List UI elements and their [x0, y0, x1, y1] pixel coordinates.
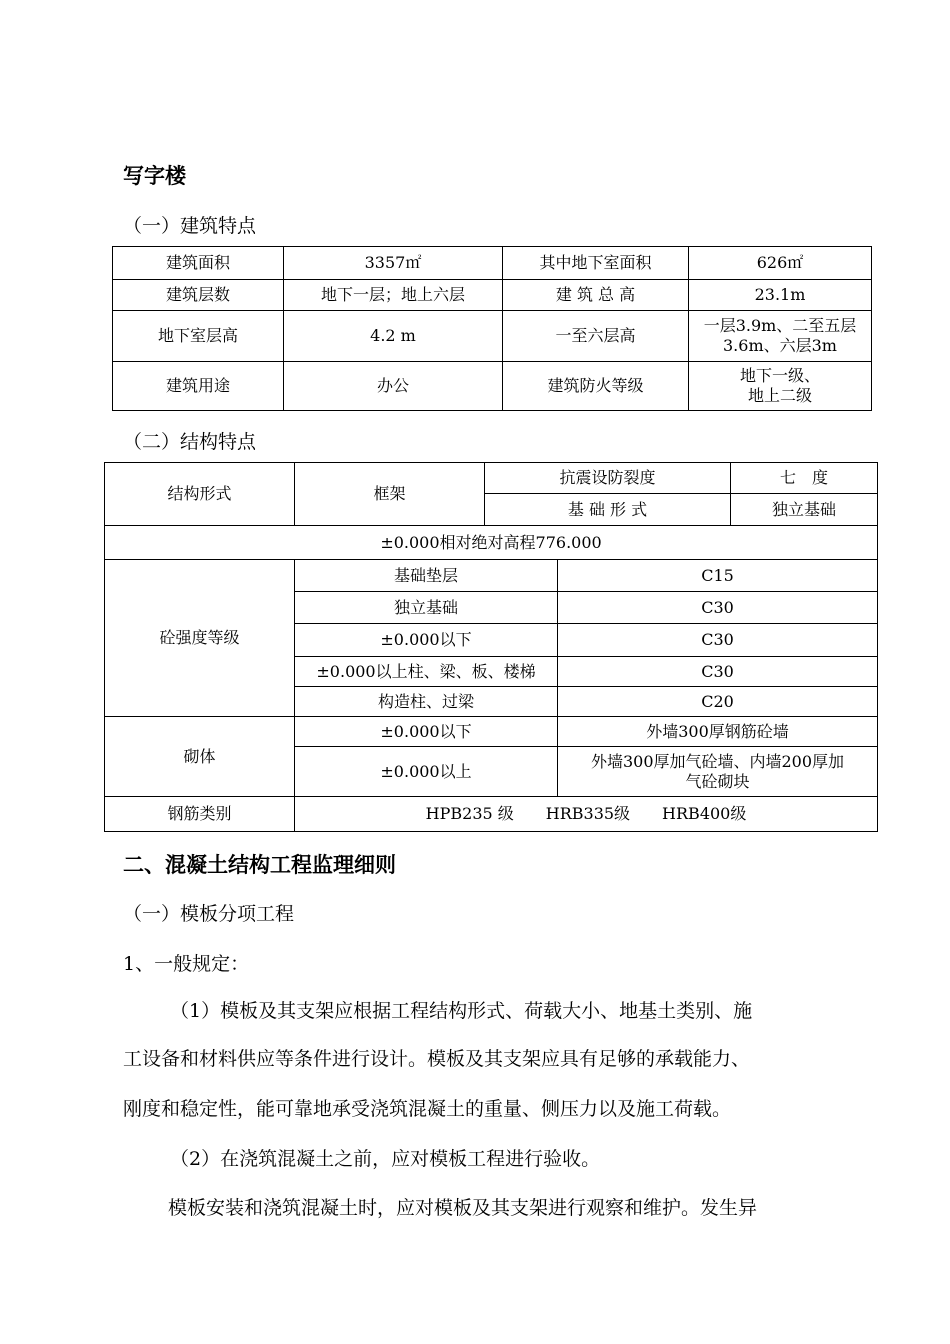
table-cell: 地下室层高: [113, 311, 284, 362]
table-cell: ±0.000以上柱、梁、板、楼梯: [295, 657, 558, 687]
table-cell: [689, 362, 872, 411]
cell-line: 地上二级: [747, 386, 812, 405]
table-cell: 框架: [295, 463, 485, 526]
table-row: [113, 362, 872, 411]
structure-features-table: [104, 462, 878, 832]
table-cell: 办公: [284, 362, 503, 411]
table-cell: 钢筋类别: [105, 797, 295, 832]
table-cell: HPB235 级 HRB335级 HRB400级: [295, 797, 878, 832]
table-cell: C30: [558, 592, 878, 624]
table-cell: 七 度: [731, 463, 878, 494]
table-row: [105, 717, 878, 747]
table-row: [105, 797, 878, 832]
building-features-table: [112, 246, 872, 411]
table-cell: 建筑面积: [113, 247, 284, 280]
paragraph-line: 模板安装和浇筑混凝土时，应对模板及其支架进行观察和维护。发生异: [168, 1197, 758, 1219]
paragraph-line: 刚度和稳定性，能可靠地承受浇筑混凝土的重量、侧压力以及施工荷载。: [123, 1098, 732, 1120]
cell-line: 气砼砌块: [685, 771, 750, 791]
table-cell: 基础垫层: [295, 560, 558, 592]
cell-line: 外墙300厚加气砼墙、内墙200厚加: [590, 751, 845, 771]
table-cell: [689, 311, 872, 362]
table-cell: 地下一层；地上六层: [284, 280, 503, 311]
cell-line: 地下一级、: [739, 366, 820, 385]
table-cell: 其中地下室面积: [503, 247, 689, 280]
section-formwork: （一）模板分项工程: [123, 903, 295, 925]
table-cell: 一至六层高: [503, 311, 689, 362]
table-cell: ±0.000相对绝对高程776.000: [105, 526, 878, 560]
cell-line: 3.6m、六层3m: [723, 336, 837, 355]
table-cell: 建 筑 总 高: [503, 280, 689, 311]
table-cell: 4.2 m: [284, 311, 503, 362]
general-rules-heading: 1、一般规定：: [123, 953, 250, 975]
cell-line: 一层3.9m、二至五层: [703, 316, 857, 335]
table-cell: C15: [558, 560, 878, 592]
table-cell: 建筑层数: [113, 280, 284, 311]
table-cell: 抗震设防裂度: [485, 463, 731, 494]
table-cell: C30: [558, 657, 878, 687]
table-cell: 外墙300厚钢筋砼墙: [558, 717, 878, 747]
table-cell: ±0.000以下: [295, 624, 558, 657]
table-cell: 砼强度等级: [105, 560, 295, 717]
table-cell: [558, 747, 878, 797]
table-cell: 结构形式: [105, 463, 295, 526]
table-row: [113, 311, 872, 362]
table-cell: 建筑防火等级: [503, 362, 689, 411]
table-row: [105, 560, 878, 592]
table-cell: 626㎡: [689, 247, 872, 280]
paragraph-line: （2）在浇筑混凝土之前，应对模板工程进行验收。: [170, 1148, 601, 1170]
table-cell: 建筑用途: [113, 362, 284, 411]
table-row: [113, 247, 872, 280]
section-building-features: （一）建筑特点: [123, 215, 257, 237]
table-cell: 构造柱、过梁: [295, 687, 558, 717]
table-cell: ±0.000以上: [295, 747, 558, 797]
document-title: 写字楼: [123, 163, 186, 188]
table-cell: ±0.000以下: [295, 717, 558, 747]
table-cell: 基 础 形 式: [485, 494, 731, 526]
table-cell: 独立基础: [731, 494, 878, 526]
paragraph-line: （1）模板及其支架应根据工程结构形式、荷载大小、地基土类别、施: [170, 1000, 753, 1022]
paragraph-line: 工设备和材料供应等条件进行设计。模板及其支架应具有足够的承载能力、: [123, 1048, 751, 1070]
table-row: [105, 526, 878, 560]
section-structure-features: （二）结构特点: [123, 431, 257, 453]
table-cell: C30: [558, 624, 878, 657]
chapter-heading: 二、混凝土结构工程监理细则: [123, 852, 396, 877]
table-row: [105, 463, 878, 494]
table-cell: C20: [558, 687, 878, 717]
table-cell: 砌体: [105, 717, 295, 797]
table-cell: 独立基础: [295, 592, 558, 624]
table-row: [113, 280, 872, 311]
table-cell: 3357㎡: [284, 247, 503, 280]
table-cell: 23.1m: [689, 280, 872, 311]
